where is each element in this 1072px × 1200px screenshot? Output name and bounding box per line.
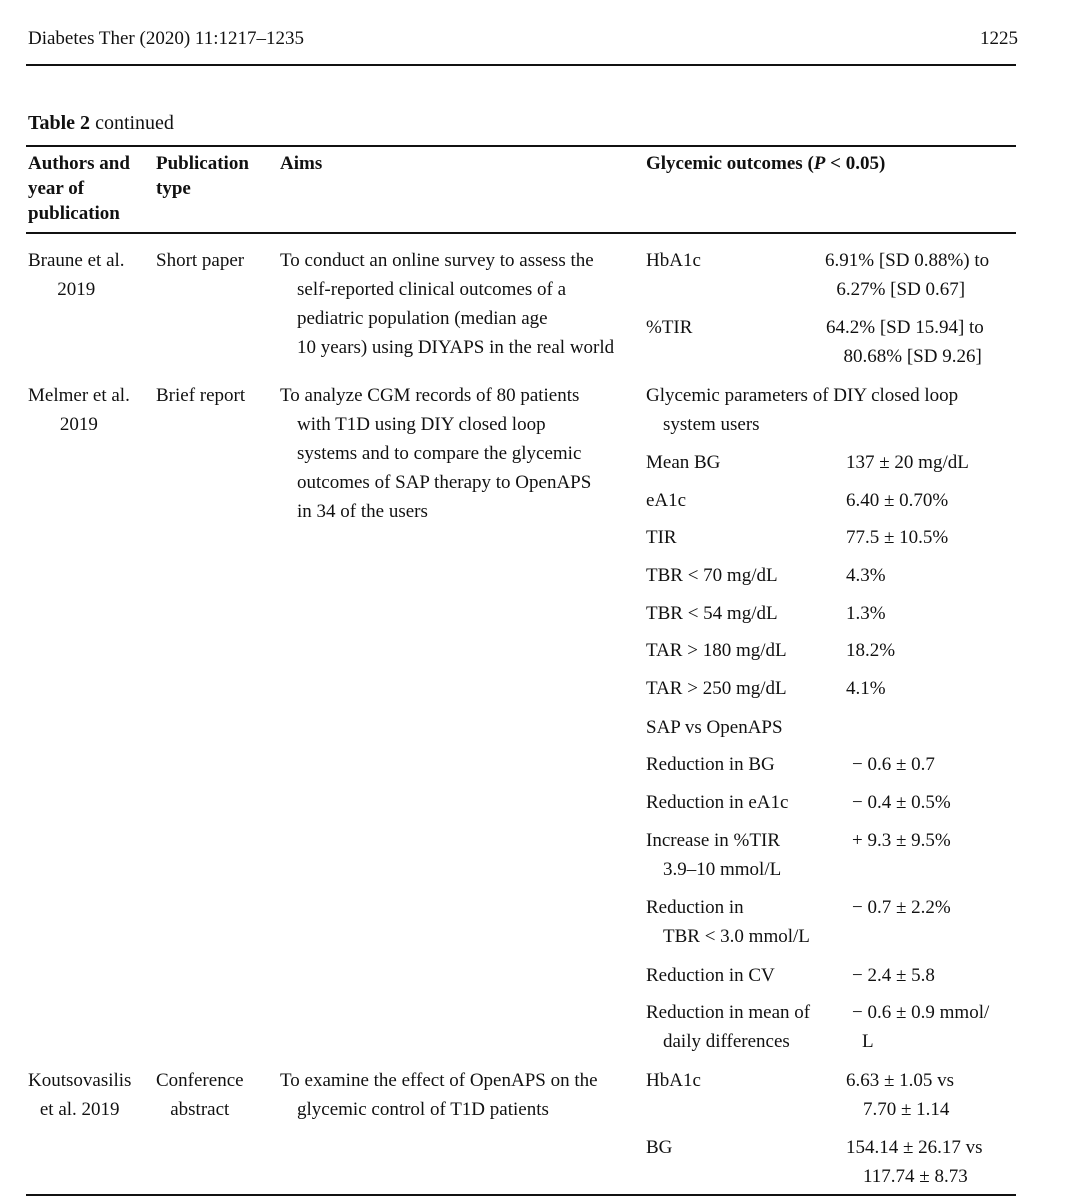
author-year: 2019 [59, 414, 98, 435]
table-bottom-rule [26, 1194, 1016, 1196]
outcome-value: 6.63 ± 1.05 vs 7.70 ± 1.14 [846, 1070, 955, 1120]
outcome-label: TBR < 70 mg/dL [646, 565, 778, 586]
outcome-label: Reduction in mean of daily differences [646, 1002, 811, 1052]
aims-text: To analyze CGM records of 80 patients with T1D using DIY closed loop systems and to compare the glycemic outcomes of SAP therapy to OpenAPS in 34 of the users [280, 385, 592, 522]
publication-type: Conference abstract [156, 1070, 244, 1120]
outcome-label: Reduction in BG [646, 754, 775, 775]
outcome-label: TBR < 54 mg/dL [646, 603, 778, 624]
table-row-koutsovasilis [28, 1066, 131, 1124]
header-rule [26, 64, 1016, 66]
outcome-label: Reduction in CV [646, 965, 775, 986]
running-header-journal: Diabetes Ther (2020) 11:1217–1235 [28, 28, 304, 49]
outcome-label: Mean BG [646, 452, 721, 473]
outcome-value: 154.14 ± 26.17 vs 117.74 ± 8.73 [846, 1137, 983, 1187]
column-header-aims: Aims [280, 153, 323, 174]
outcome-label: HbA1c [646, 250, 701, 271]
table-caption-text: continued [95, 112, 174, 134]
column-header-publication-type: Publication type [156, 153, 249, 199]
author-line: Koutsovasilis [28, 1070, 132, 1091]
outcome-value: − 0.7 ± 2.2% [852, 897, 951, 918]
outcome-value: 18.2% [846, 640, 896, 661]
outcome-value: − 2.4 ± 5.8 [852, 965, 935, 986]
author-year: 2019 [57, 279, 96, 300]
outcome-value: + 9.3 ± 9.5% [852, 830, 951, 851]
column-header-glycemic-outcomes: Glycemic outcomes (P < 0.05) [646, 153, 886, 174]
outcome-value: 6.91% [SD 0.88%) to 6.27% [SD 0.67] [825, 250, 990, 300]
outcome-value: 1.3% [846, 603, 886, 624]
outcome-label: Reduction in TBR < 3.0 mmol/L [646, 897, 810, 947]
author-line: Braune et al. [28, 250, 125, 271]
outcome-value: 6.40 ± 0.70% [846, 490, 949, 511]
outcome-value: 64.2% [SD 15.94] to 80.68% [SD 9.26] [826, 317, 984, 367]
aims-text: To examine the effect of OpenAPS on the glycemic control of T1D patients [280, 1070, 598, 1120]
table-caption-label: Table 2 [28, 112, 91, 134]
outcome-label: Reduction in eA1c [646, 792, 789, 813]
table-row-melmer [28, 381, 130, 439]
table-top-rule [26, 145, 1016, 147]
publication-type: Brief report [156, 385, 246, 406]
outcome-label: TAR > 180 mg/dL [646, 640, 787, 661]
author-line: Melmer et al. [28, 385, 130, 406]
sap-vs-openaps-heading: SAP vs OpenAPS [646, 717, 783, 738]
outcome-label: eA1c [646, 490, 687, 511]
outcomes-heading: Glycemic parameters of DIY closed loop system users [646, 385, 959, 435]
outcome-label: %TIR [646, 317, 693, 338]
outcome-label: BG [646, 1137, 673, 1158]
outcome-value: − 0.6 ± 0.7 [852, 754, 935, 775]
outcome-value: 77.5 ± 10.5% [846, 527, 949, 548]
outcome-label: TAR > 250 mg/dL [646, 678, 787, 699]
outcome-label: TIR [646, 527, 677, 548]
column-header-authors: Authors and year of publication [28, 153, 130, 224]
outcome-value: 4.3% [846, 565, 886, 586]
aims-text: To conduct an online survey to assess the self-reported clinical outcomes of a pediatric population (median age 10 years) using DIYAPS in the real world [280, 250, 615, 358]
header-bottom-rule [26, 232, 1016, 234]
table-caption [28, 112, 174, 135]
outcome-value: 4.1% [846, 678, 886, 699]
outcome-value: 137 ± 20 mg/dL [846, 452, 969, 473]
outcome-value: − 0.4 ± 0.5% [852, 792, 951, 813]
author-year: et al. 2019 [39, 1099, 120, 1120]
outcome-label: HbA1c [646, 1070, 701, 1091]
table-row-braune [28, 246, 125, 304]
publication-type: Short paper [156, 250, 245, 271]
outcome-value: − 0.6 ± 0.9 mmol/ L [852, 1002, 990, 1052]
page-number: 1225 [980, 28, 1018, 49]
outcome-label: Increase in %TIR 3.9–10 mmol/L [646, 830, 782, 880]
